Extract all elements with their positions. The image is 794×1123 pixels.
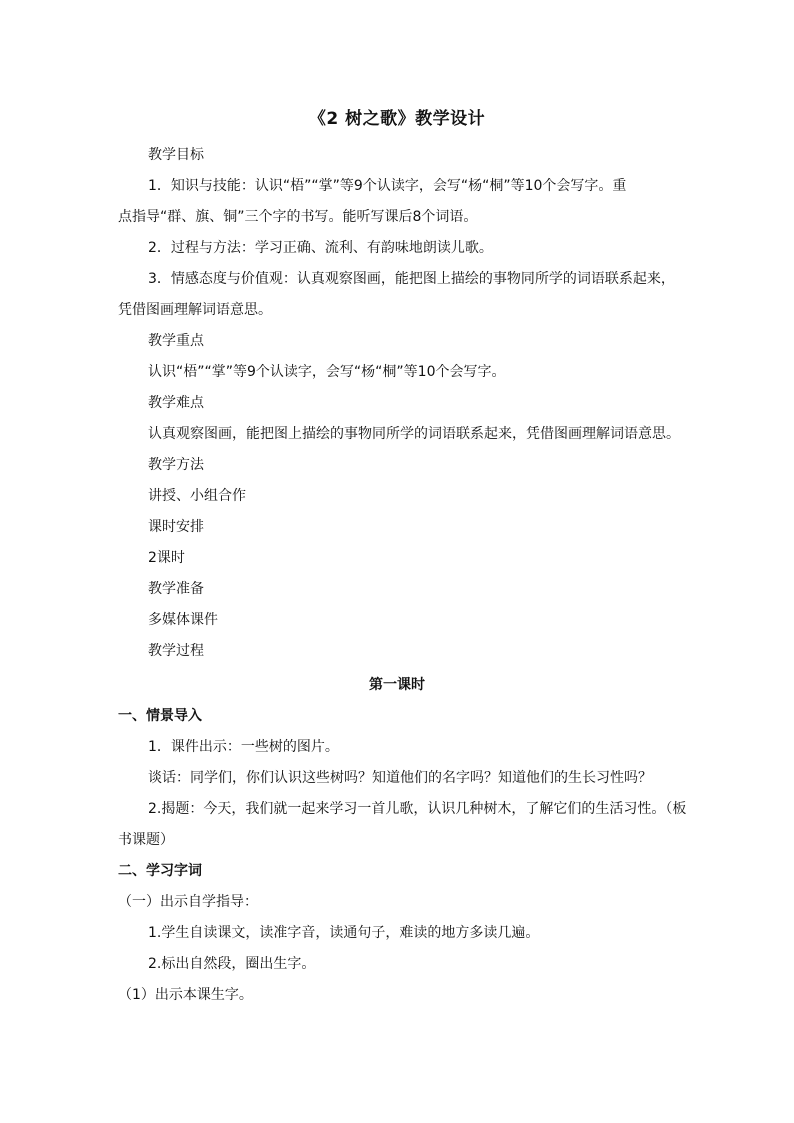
paragraph-line: 谈话：同学们，你们认识这些树吗？知道他们的名字吗？知道他们的生长习性吗？ (148, 770, 652, 786)
paragraph-line: 1.学生自读课文，读准字音，读通句子，难读的地方多读几遍。 (148, 925, 540, 941)
paragraph-line: 书课题） (118, 832, 174, 848)
paragraph-line: 点指导“群、旗、铜”三个字的书写。能听写课后8个词语。 (118, 209, 478, 225)
section-heading-process: 教学过程 (148, 643, 204, 659)
paragraph-line: 2．过程与方法：学习正确、流利、有韵味地朗读儿歌。 (148, 240, 493, 256)
paragraph-line: 2.揭题：今天，我们就一起来学习一首儿歌，认识几种树木，了解它们的生活习性。（板 (148, 801, 687, 817)
lesson-heading: 第一课时 (369, 677, 425, 693)
paragraph-line: 2课时 (148, 550, 185, 566)
paragraph-line: 1．知识与技能：认识“梧”“掌”等9个认读字，会写“杨“桐”等10个会写字。重 (148, 178, 627, 194)
paragraph-line: 多媒体课件 (148, 612, 218, 628)
section-heading-objectives: 教学目标 (148, 147, 204, 163)
paragraph-line: 3．情感态度与价值观：认真观察图画，能把图上描绘的事物同所学的词语联系起来， (148, 271, 675, 287)
part-heading: 二、学习字词 (118, 863, 202, 879)
part-heading: 一、情景导入 (118, 708, 202, 724)
paragraph-line: 认真观察图画，能把图上描绘的事物同所学的词语联系起来，凭借图画理解词语意思。 (148, 426, 680, 442)
paragraph-line: 讲授、小组合作 (148, 488, 246, 504)
section-heading-preparation: 教学准备 (148, 581, 204, 597)
paragraph-line: 2.标出自然段，圈出生字。 (148, 956, 316, 972)
paragraph-line: （一）出示自学指导： (118, 894, 258, 910)
section-heading-schedule: 课时安排 (148, 519, 204, 535)
section-heading-key-points: 教学重点 (148, 333, 204, 349)
document-title: 《2 树之歌》教学设计 (308, 109, 486, 129)
paragraph-line: （1）出示本课生字。 (118, 987, 253, 1003)
section-heading-difficulties: 教学难点 (148, 395, 204, 411)
paragraph-line: 凭借图画理解词语意思。 (118, 302, 272, 318)
section-heading-methods: 教学方法 (148, 457, 204, 473)
paragraph-line: 1．课件出示：一些树的图片。 (148, 739, 339, 755)
paragraph-line: 认识“梧”“掌”等9个认读字，会写“杨“桐”等10个会写字。 (148, 364, 506, 380)
